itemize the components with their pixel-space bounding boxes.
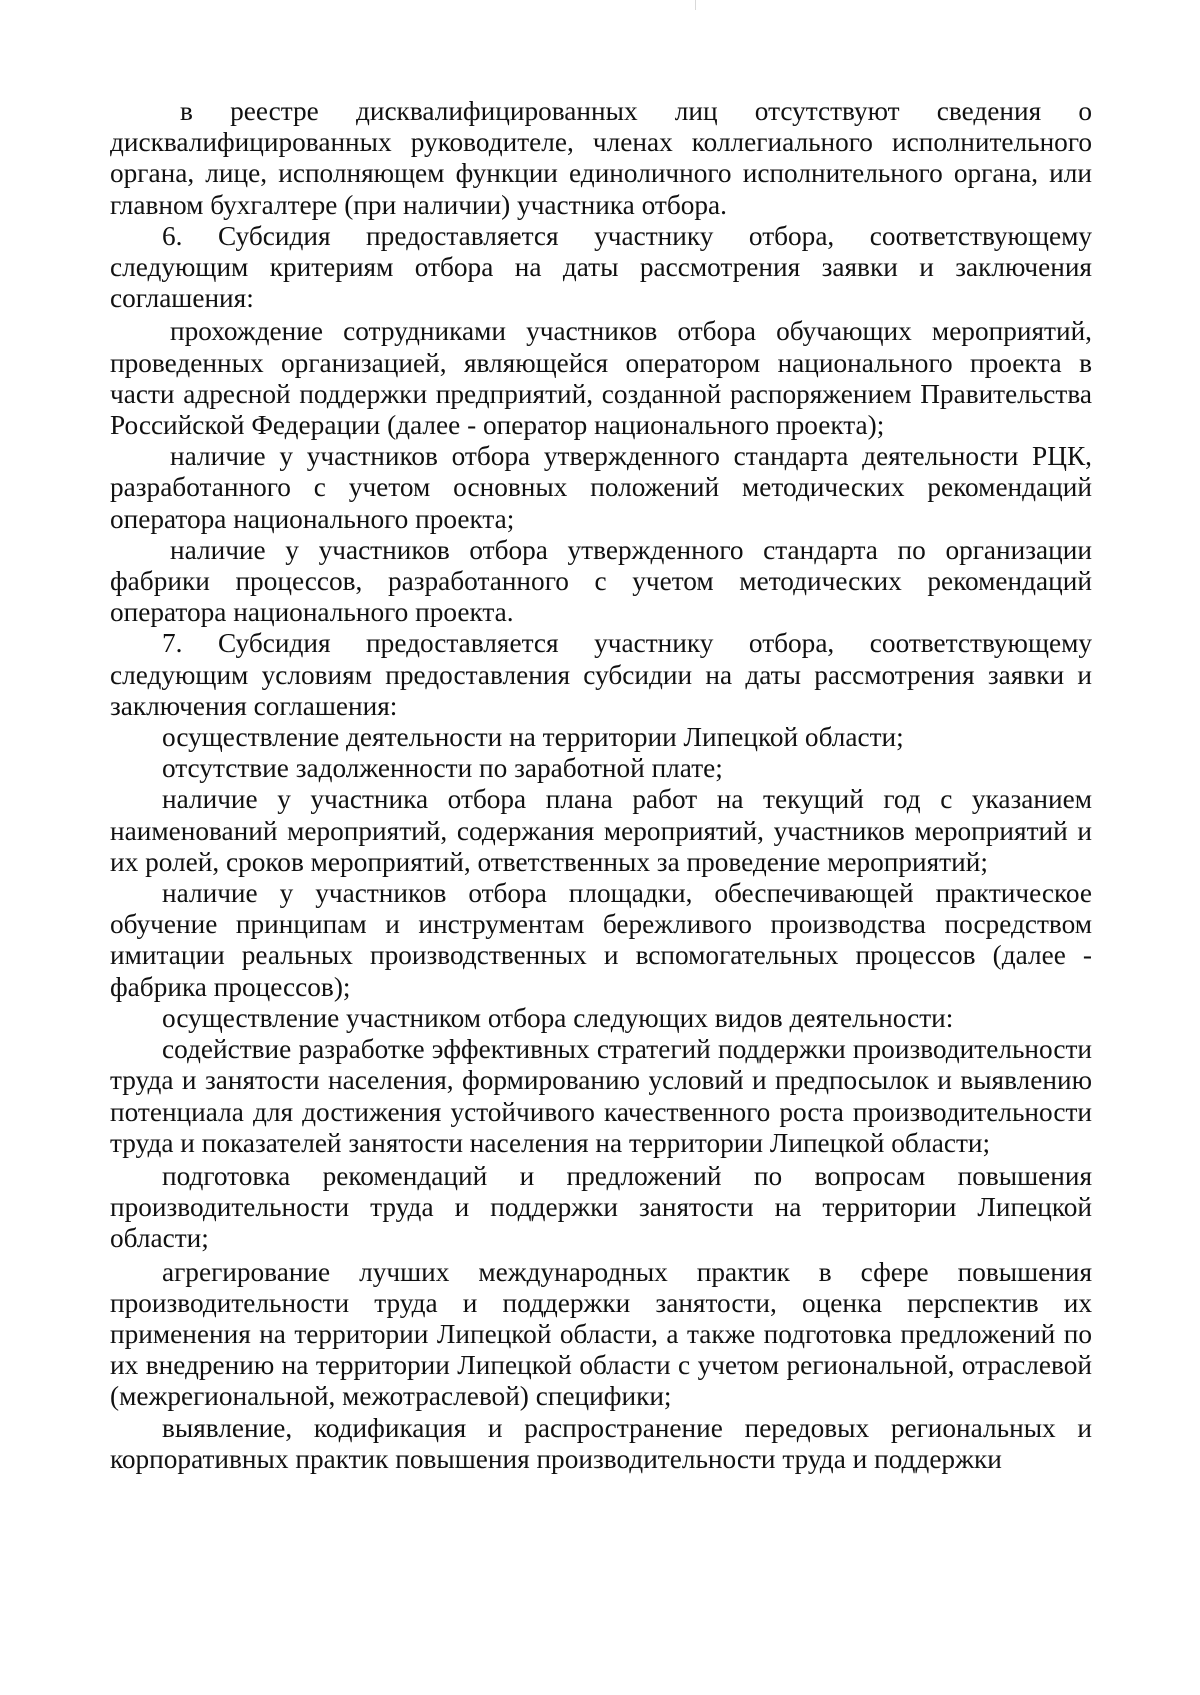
paragraph-activity-recommendations: подготовка рекомендаций и предложений по вопросам повышения производительности труда и поддержки занятости на территории Липецкой области;: [110, 1160, 1092, 1254]
paragraph-criterion-training: прохождение сотрудниками участников отбора обучающих мероприятий, проведенных организацией, являющейся оператором национального проекта в части адресной поддержки предприятий, созданной распоряжением Правительства Российской Федерации (далее - оператор национального проекта);: [110, 316, 1092, 441]
paragraph-disqualified-registry: в реестре дисквалифицированных лиц отсутствуют сведения о дисквалифицированных руководителе, членах коллегиального исполнительного органа, лице, исполняющем функции единоличного исполнительного органа, или главном бухгалтере (при наличии) участника отбора.: [110, 96, 1092, 220]
paragraph-criterion-rck-standard: наличие у участников отбора утвержденного стандарта деятельности РЦК, разработанного с учетом основных положений методических рекомендаций оператора национального проекта;: [110, 441, 1092, 534]
paragraph-activity-best-practices: выявление, кодификация и распространение передовых региональных и корпоративных практик повышения производительности труда и поддержки: [110, 1412, 1092, 1474]
paragraph-condition-no-wage-debt: отсутствие задолженности по заработной плате;: [162, 753, 723, 784]
paragraph-item-6: 6. Субсидия предоставляется участнику отбора, соответствующему следующим критериям отбора на даты рассмотрения заявки и заключения соглашения:: [110, 220, 1092, 314]
paragraph-condition-work-plan: наличие у участника отбора плана работ на текущий год с указанием наименований мероприятий, содержания мероприятий, участников мероприятий и их ролей, сроков мероприятий, ответственных за проведение мероприятий;: [110, 784, 1092, 877]
paragraph-item-7: 7. Субсидия предоставляется участнику отбора, соответствующему следующим условиям предоставления субсидии на даты рассмотрения заявки и заключения соглашения:: [110, 628, 1092, 721]
scan-artifact-line: [695, 0, 696, 10]
paragraph-criterion-process-factory: наличие у участников отбора утвержденного стандарта по организации фабрики процессов, разработанного с учетом методических рекомендаций оператора национального проекта.: [110, 534, 1092, 628]
paragraph-condition-activities-intro: осуществление участником отбора следующих видов деятельности:: [162, 1002, 954, 1033]
paragraph-activity-strategies: содействие разработке эффективных стратегий поддержки производительности труда и занятости населения, формированию условий и предпосылок и выявлению потенциала для достижения устойчивого качественного роста производительности труда и показателей занятости населения на территории Липецкой области;: [110, 1034, 1092, 1158]
paragraph-activity-international-practices: агрегирование лучших международных практик в сфере повышения производительности труда и поддержки занятости, оценка перспектив их применения на территории Липецкой области, а также подготовка предложений по их внедрению на территории Липецкой области с учетом региональной, отраслевой (межрегиональной, межотраслевой) специфики;: [110, 1256, 1092, 1412]
paragraph-condition-lipetsk-activity: осуществление деятельности на территории Липецкой области;: [162, 722, 904, 753]
document-body: [110, 96, 1092, 1475]
paragraph-condition-training-site: наличие у участников отбора площадки, обеспечивающей практическое обучение принципам и инструментам бережливого производства посредством имитации реальных производственных и вспомогательных процессов (далее - фабрика процессов);: [110, 878, 1092, 1002]
